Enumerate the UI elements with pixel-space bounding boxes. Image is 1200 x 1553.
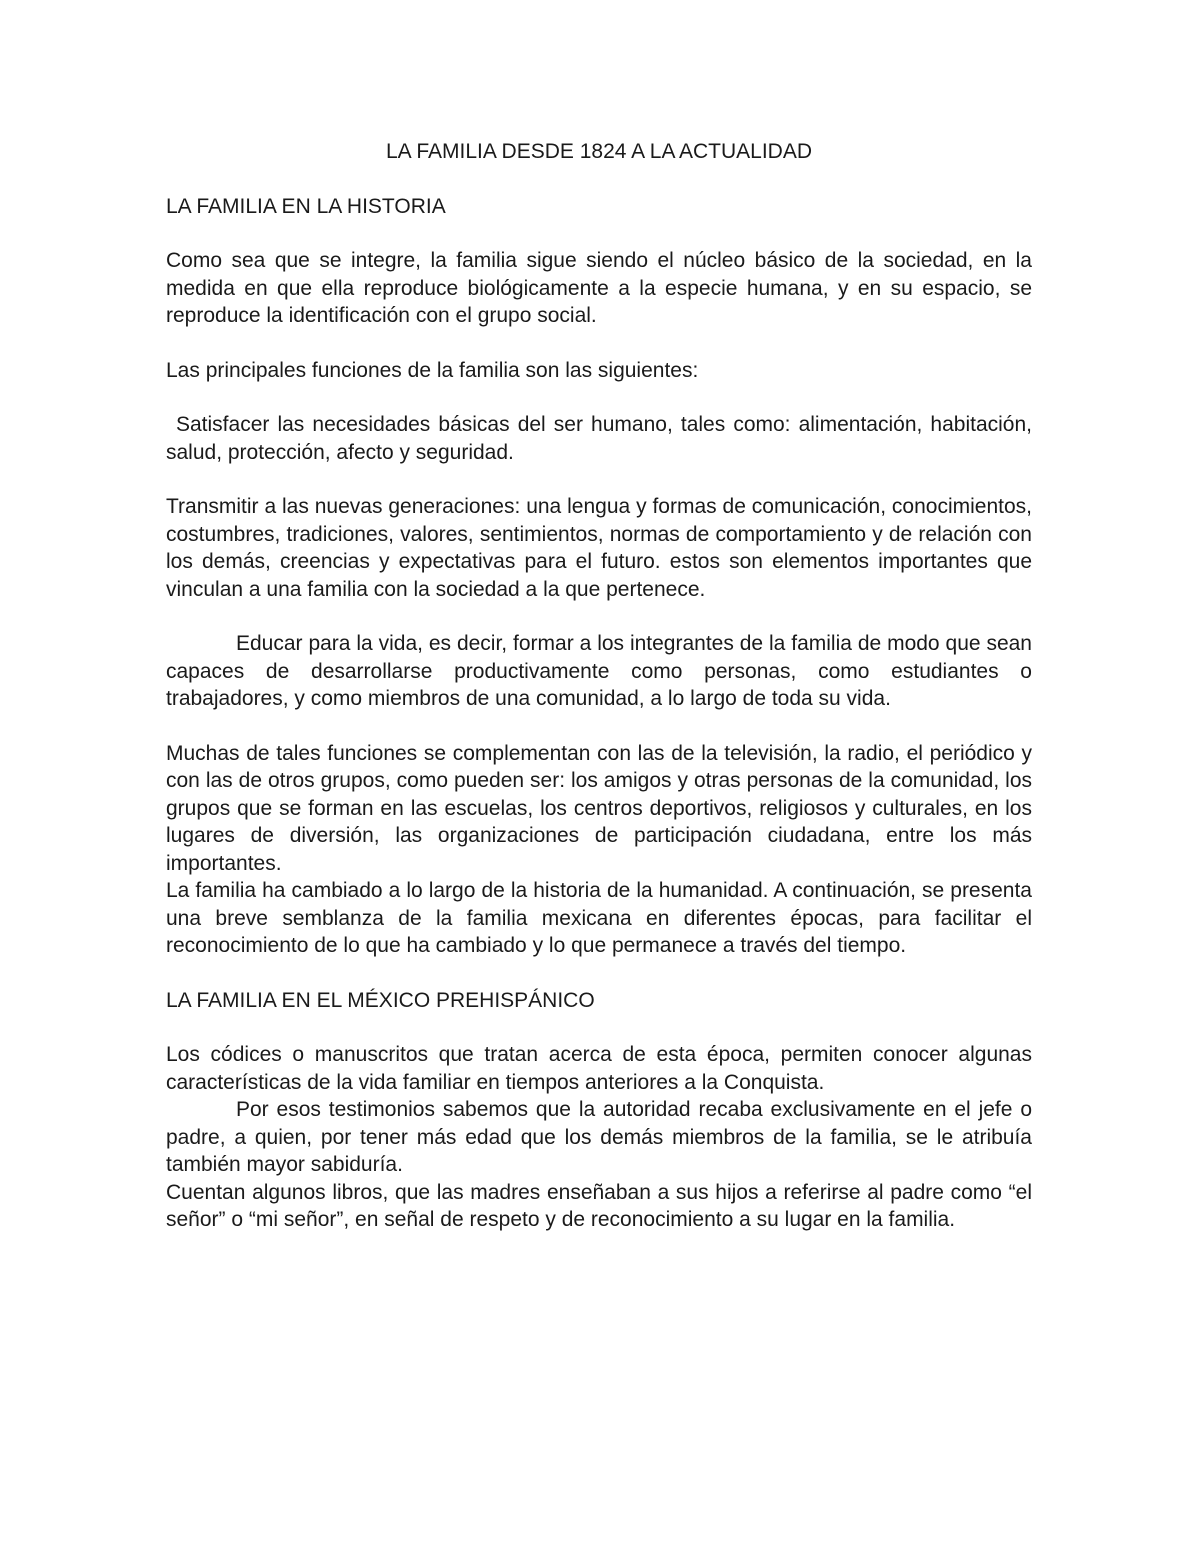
paragraph-transmitir: Transmitir a las nuevas generaciones: una lengua y formas de comunicación, conocimientos, costumbres, tradiciones, valores, sentimientos, normas de comportamiento y de relación con los demás, creencias y expectativas para el futuro. estos son elementos importantes que vinculan a una familia con la sociedad a la que pertenece.: [166, 495, 1032, 601]
paragraph-satisfacer-necesidades: Satisfacer las necesidades básicas del ser humano, tales como: alimentación, habitación, salud, protección, afecto y seguridad.: [166, 413, 1032, 464]
paragraph-testimonios: Por esos testimonios sabemos que la autoridad recaba exclusivamente en el jefe o padre, a quien, por tener más edad que los demás miembros de la familia, se le atribuía también mayor sabiduría.: [166, 1098, 1032, 1176]
section-heading-historia: LA FAMILIA EN LA HISTORIA: [166, 194, 446, 218]
paragraph-educar: Educar para la vida, es decir, formar a los integrantes de la familia de modo que sean capaces de desarrollarse productivamente como personas, como estudiantes o trabajadores, y como miembros de una comunidad, a lo largo de toda su vida.: [166, 632, 1032, 710]
paragraph-nucleo-basico: Como sea que se integre, la familia sigue siendo el núcleo básico de la sociedad, en la medida en que ella reproduce biológicamente a la especie humana, y en su espacio, se reproduce la identificación con el grupo social.: [166, 249, 1032, 327]
document-title: LA FAMILIA DESDE 1824 A LA ACTUALIDAD: [385, 140, 813, 163]
paragraph-familia-ha-cambiado: La familia ha cambiado a lo largo de la historia de la humanidad. A continuación, se presenta una breve semblanza de la familia mexicana en diferentes épocas, para facilitar el reconocimiento de lo que ha cambiado y lo que permanece a través del tiempo.: [166, 879, 1032, 957]
paragraph-principales-funciones: Las principales funciones de la familia son las siguientes:: [166, 358, 699, 382]
paragraph-madres-ensenaban: Cuentan algunos libros, que las madres enseñaban a sus hijos a referirse al padre como “el señor” o “mi señor”, en señal de respeto y de reconocimiento a su lugar en la familia.: [166, 1180, 1032, 1231]
section-heading-prehispanico: LA FAMILIA EN EL MÉXICO PREHISPÁNICO: [166, 988, 595, 1012]
document-body: [166, 138, 1032, 1234]
paragraph-complementan: Muchas de tales funciones se complementan con las de la televisión, la radio, el periódico y con las de otros grupos, como pueden ser: los amigos y otras personas de la comunidad, los grupos que se forman en las escuelas, los centros deportivos, religiosos y culturales, en los lugares de diversión, las organizaciones de participación ciudadana, entre los más importantes.: [166, 741, 1032, 875]
paragraph-codices: Los códices o manuscritos que tratan acerca de esta época, permiten conocer algunas características de la vida familiar en tiempos anteriores a la Conquista.: [166, 1043, 1032, 1094]
